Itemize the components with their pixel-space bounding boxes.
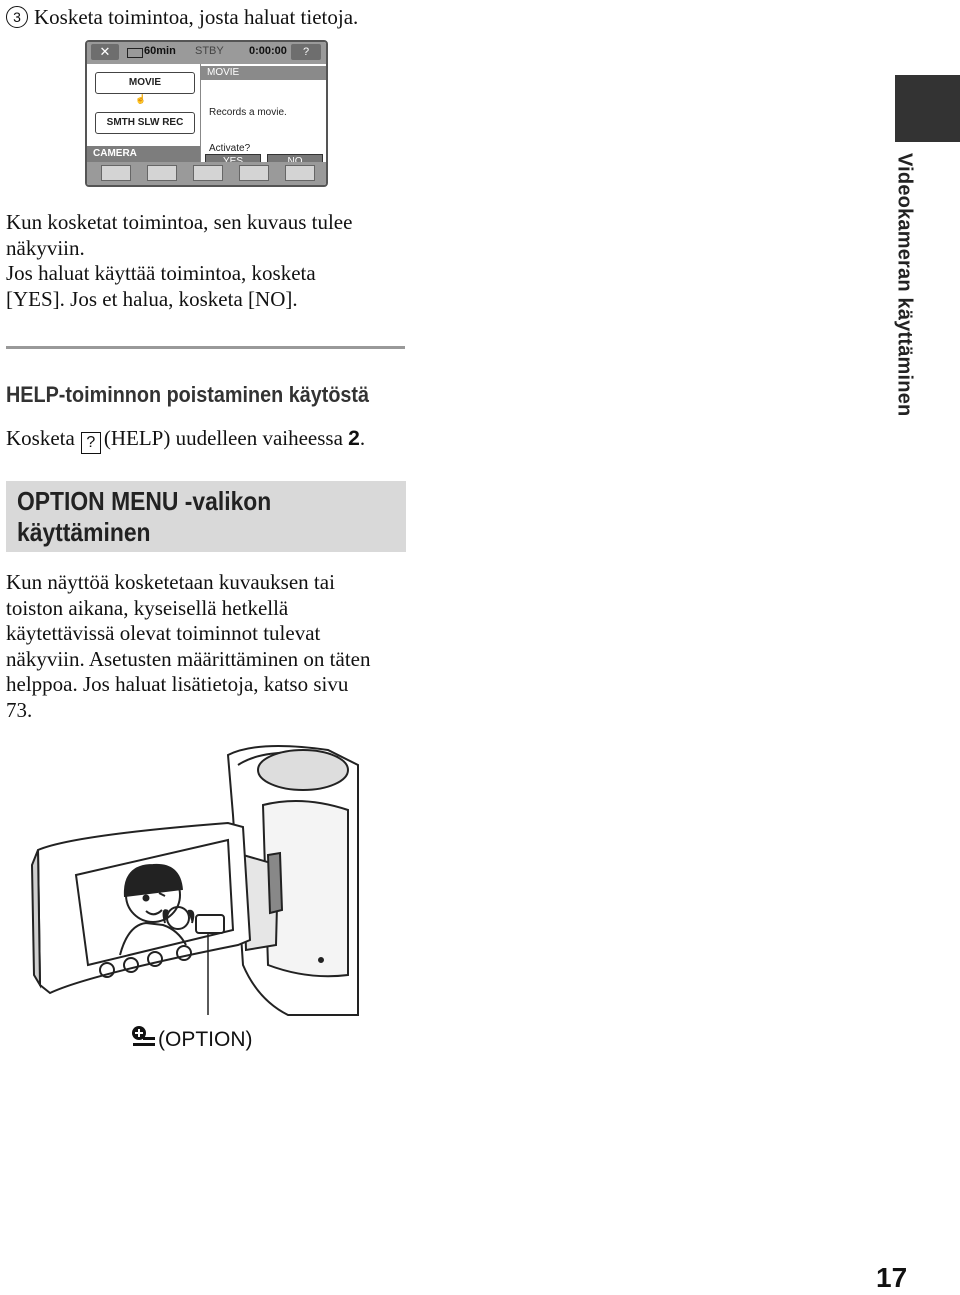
step-text: Kosketa toimintoa, josta haluat tietoja. <box>34 5 359 29</box>
help-button[interactable]: ? <box>291 44 321 60</box>
camera-mode-icon[interactable] <box>101 165 131 181</box>
help-icon: ? <box>81 432 101 454</box>
option-menu-icon <box>130 1024 156 1050</box>
paragraph-line: toiston aikana, kyseisellä hetkellä <box>6 595 289 620</box>
function-description-paragraph <box>6 210 406 312</box>
heading-line: käyttäminen <box>17 517 151 547</box>
close-icon[interactable]: ✕ <box>91 44 119 60</box>
option-button-callout <box>130 1024 253 1052</box>
paragraph-line: käytettävissä olevat toiminnot tulevat <box>6 621 321 645</box>
page-number: 17 <box>876 1262 908 1293</box>
step-reference: 2 <box>348 427 360 450</box>
heading-line: OPTION MENU -valikon <box>17 486 272 516</box>
lcd-bottom-bar <box>87 162 326 185</box>
chapter-tab-marker <box>895 75 960 142</box>
section-divider <box>6 346 405 349</box>
paragraph-line: 73. <box>6 697 33 722</box>
battery-icon <box>127 48 143 58</box>
help-panel-title: MOVIE <box>201 66 327 80</box>
menu-icon[interactable] <box>285 165 315 181</box>
battery-remaining: 60min <box>144 45 176 57</box>
paragraph-line: Kun näyttöä kosketetaan kuvauksen tai <box>6 570 335 594</box>
help-disable-instruction <box>6 425 365 454</box>
help-disable-heading: HELP-toiminnon poistaminen käytöstä <box>6 382 370 407</box>
paragraph-line: Kun kosketat toimintoa, sen kuvaus tulee <box>6 210 353 234</box>
index-icon[interactable] <box>193 165 223 181</box>
paragraph-line: [YES]. Jos et halua, kosketa [NO]. <box>6 286 298 311</box>
lcd-help-panel <box>200 64 327 162</box>
smooth-slow-rec-button[interactable]: SMTH SLW REC <box>95 112 195 134</box>
option-menu-heading <box>17 486 387 548</box>
lcd-screen-illustration <box>85 40 328 187</box>
chapter-title-vertical <box>874 153 934 417</box>
option-menu-paragraph <box>6 570 406 723</box>
hand-cursor-icon: ☝ <box>135 94 147 104</box>
option-label-text: (OPTION) <box>158 1028 253 1051</box>
camera-category-label: CAMERA <box>87 146 200 162</box>
paragraph-line: näkyviin. Asetusten määrittäminen on täten <box>6 646 371 671</box>
paragraph-line: näkyviin. <box>6 235 85 260</box>
play-mode-icon[interactable] <box>147 165 177 181</box>
activate-prompt: Activate? <box>209 143 251 154</box>
help-description: Records a movie. <box>209 107 287 118</box>
recording-status: STBY <box>195 45 224 57</box>
paragraph-line: helppoa. Jos haluat lisätietoja, katso sivu <box>6 672 349 696</box>
movie-mode-button[interactable]: MOVIE <box>95 72 195 94</box>
option-menu-heading-band <box>6 481 406 552</box>
instruction-text: (HELP) uudelleen vaiheessa <box>103 426 343 450</box>
chapter-title-text: Videokameran käyttäminen <box>893 153 916 417</box>
camcorder-illustration <box>28 735 368 1025</box>
rotate-icon[interactable] <box>239 165 269 181</box>
paragraph-line: Jos haluat käyttää toimintoa, kosketa <box>6 261 316 285</box>
lcd-function-panel <box>87 64 200 148</box>
punctuation: . <box>359 426 366 450</box>
step-number-badge: 3 <box>6 6 28 28</box>
timecode: 0:00:00 <box>249 45 287 57</box>
instruction-text: Kosketa <box>6 426 75 450</box>
lcd-top-bar <box>87 42 326 64</box>
step-3-instruction <box>6 4 358 30</box>
